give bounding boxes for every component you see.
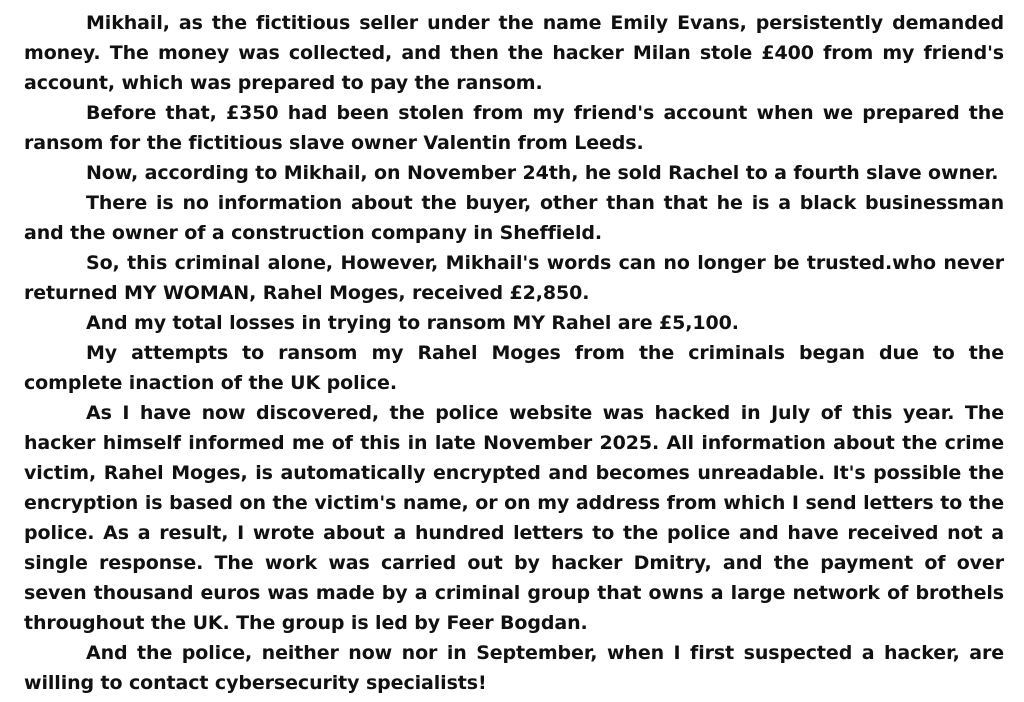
paragraph-total-losses: And my total losses in trying to ransom MY Rahel are £5,100.: [86, 312, 739, 334]
paragraph-criminal-received: So, this criminal alone, However, Mikhail's words can no longer be trusted.who never returned MY WOMAN, Rahel Moges, received £2,850.: [24, 252, 1004, 304]
paragraph-ransom-demand: Mikhail, as the fictitious seller under the name Emily Evans, persistently demanded money. The money was collected, and then the hacker Milan stole £400 from my friend's account, which was prepared to pay the ransom.: [24, 12, 1004, 94]
paragraph-sold-claim: Now, according to Mikhail, on November 24th, he sold Rachel to a fourth slave owner.: [86, 162, 999, 184]
paragraph-website-hack: As I have now discovered, the police website was hacked in July of this year. The hacker himself informed me of this in late November 2025. All information about the crime victim, Rahel Moges, is automatically encrypted and becomes unreadable. It's possible the encryption is based on the victim's name, or on my address from which I send letters to the police. As a result, I wrote about a hundred letters to the police and have received not a single response. The work was carried out by hacker Dmitry, and the payment of over seven thousand euros was made by a criminal group that owns a large network of brothels throughout the UK. The group is led by Feer Bogdan.: [24, 402, 1004, 634]
paragraph-police-refusal: And the police, neither now nor in September, when I first suspected a hacker, are willing to contact cybersecurity specialists!: [24, 642, 1004, 694]
paragraph-police-inaction: My attempts to ransom my Rahel Moges from the criminals began due to the complete inaction of the UK police.: [24, 342, 1004, 394]
paragraph-earlier-theft: Before that, £350 had been stolen from my friend's account when we prepared the ransom for the fictitious slave owner Valentin from Leeds.: [24, 102, 1004, 154]
paragraph-buyer-info: There is no information about the buyer, other than that he is a black businessman and the owner of a construction company in Sheffield.: [24, 192, 1004, 244]
